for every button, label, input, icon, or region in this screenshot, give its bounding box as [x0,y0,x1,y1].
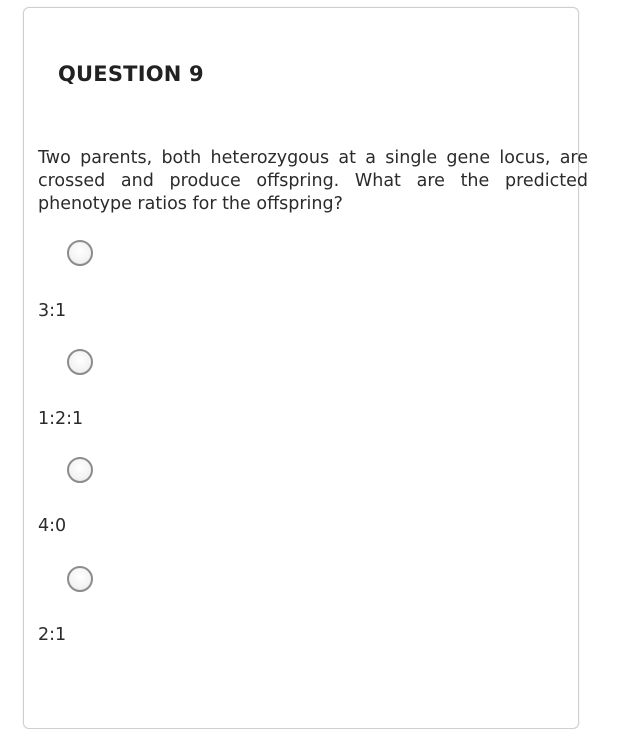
option-3-radio[interactable] [67,457,93,483]
option-1-label: 3:1 [38,301,67,321]
option-2-label: 1:2:1 [38,409,84,429]
option-2-radio[interactable] [67,349,93,375]
option-3-label: 4:0 [38,516,67,536]
question-title: QUESTION 9 [58,62,204,86]
option-4-radio[interactable] [67,566,93,592]
question-card [23,7,579,729]
option-1-radio[interactable] [67,240,93,266]
question-text: Two parents, both heterozygous at a single gene locus, are crossed and produce offspring. What are the predicted phenotype ratios for the offspring? [38,148,588,214]
option-4-label: 2:1 [38,625,67,645]
